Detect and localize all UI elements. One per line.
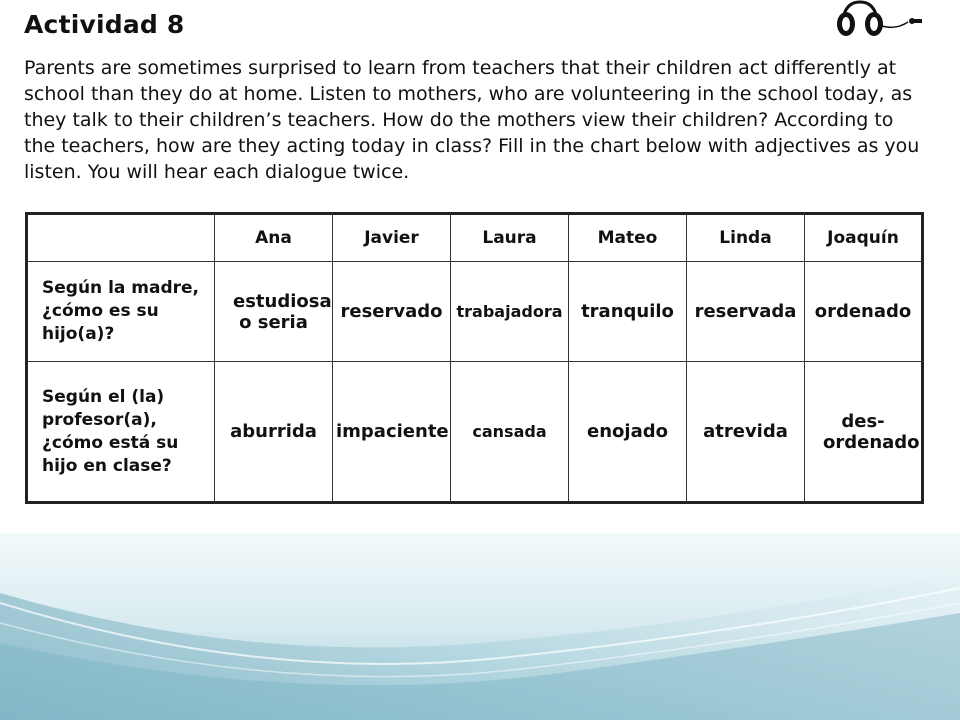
adjectives-chart	[25, 212, 924, 504]
table-cell: cansada	[451, 362, 569, 503]
column-header: Laura	[451, 214, 569, 262]
table-cell: ordenado	[805, 262, 923, 362]
table-cell: impaciente	[333, 362, 451, 503]
column-header: Linda	[687, 214, 805, 262]
table-row	[27, 362, 923, 503]
column-header: Mateo	[569, 214, 687, 262]
headphones-icon	[832, 0, 932, 38]
table-row	[27, 262, 923, 362]
header-row	[27, 214, 923, 262]
row-header-teacher: Según el (la) profesor(a), ¿cómo está su hijo en clase?	[27, 362, 215, 503]
table-cell: reservado	[333, 262, 451, 362]
activity-title: Actividad 8	[24, 10, 185, 39]
table-cell: atrevida	[687, 362, 805, 503]
row-header-mother: Según la madre, ¿cómo es su hijo(a)?	[27, 262, 215, 362]
instructions-paragraph: Parents are sometimes surprised to learn from teachers that their children act differently at school than they do at home. Listen to mothers, who are volunteering in the school today, as they talk to their children’s teachers. How do the mothers view their children? According to the teachers, how are they acting today in class? Fill in the chart below with adjectives as you listen. You will hear each dialogue twice.	[24, 57, 920, 183]
table-cell: enojado	[569, 362, 687, 503]
table-cell: des- ordenado	[805, 362, 923, 503]
column-header: Joaquín	[805, 214, 923, 262]
table-cell: estudiosa o seria	[215, 262, 333, 362]
column-header: Ana	[215, 214, 333, 262]
table-cell: reservada	[687, 262, 805, 362]
table-cell: aburrida	[215, 362, 333, 503]
column-header: Javier	[333, 214, 451, 262]
corner-cell	[27, 214, 215, 262]
table-cell: trabajadora	[451, 262, 569, 362]
decorative-wave-band	[0, 533, 960, 720]
table-cell: tranquilo	[569, 262, 687, 362]
